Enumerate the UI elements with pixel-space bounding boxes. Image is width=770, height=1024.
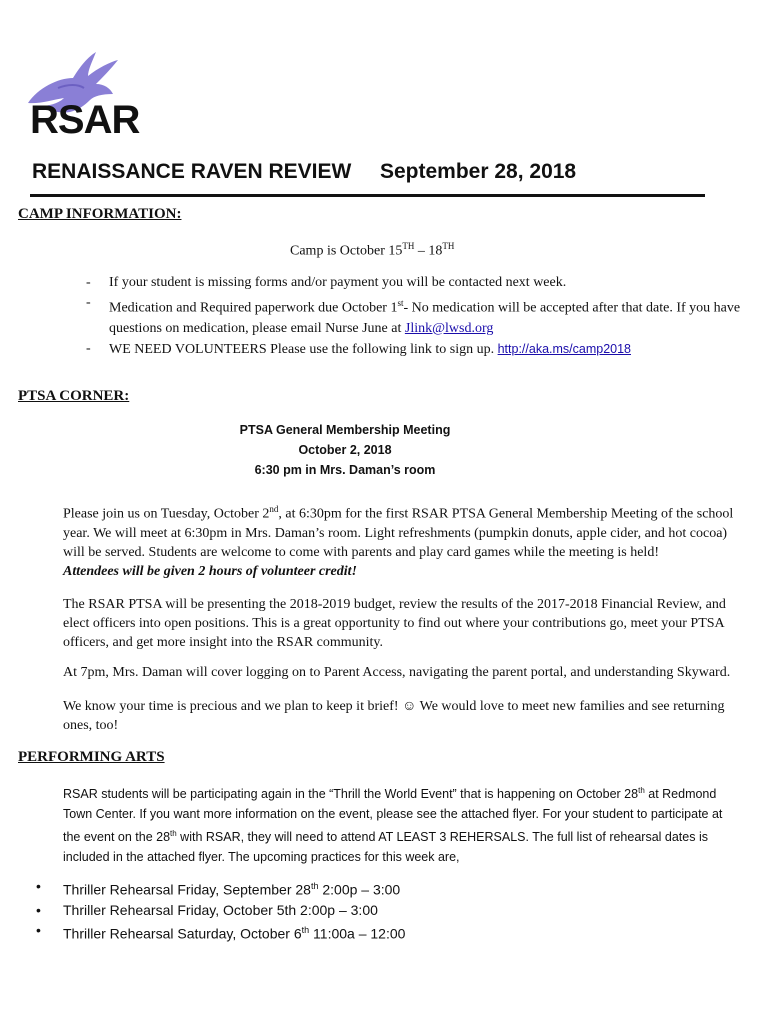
smiley-icon: ☺ [402,699,417,714]
list-item: • Thriller Rehearsal Friday, September 28th 2:00p – 3:00 [36,878,401,898]
camp-signup-link[interactable]: http://aka.ms/camp2018 [497,341,631,356]
camp-heading: CAMP INFORMATION: [18,206,182,222]
ptsa-paragraph-3: At 7pm, Mrs. Daman will cover logging on to Parent Access, navigating the parent portal, and understanding Skyward. [63,665,731,680]
meeting-date: October 2, 2018 [298,443,392,457]
ptsa-heading: PTSA CORNER: [18,388,130,404]
ptsa-paragraph-1: Please join us on Tuesday, October 2nd, at 6:30pm for the first RSAR PTSA General Membership Meeting of the school year. We will meet at 6:30pm in Mrs. Daman’s room. Light refreshments (pumpkin donuts, apple cider, and hot cocoa) will be served. Students are welcome to come with parents and play card games while the meeting is held! Attendees will be given 2 hours of volunteer credit! [63,504,734,579]
bullet-icon: • [36,901,41,918]
list-item: • Thriller Rehearsal Saturday, October 6th 11:00a – 12:00 [36,921,406,942]
ptsa-paragraph-2: The RSAR PTSA will be presenting the 2018-2019 budget, review the results of the 2017-2018 Financial Review, and elect officers into open positions. This is a great opportunity to find out where your contributions go, meet your PTSA officers, and get more insight into the RSAR community. [63,597,726,650]
arts-paragraph: RSAR students will be participating again in the “Thrill the World Event” that is happening on October 28th at Redmond Town Center. If you want more information on the event, please see the attached flyer. For your student to participate at the event on the 28th with RSAR, they will need to attend AT LEAST 3 REHERSALS. The full list of rehearsal dates is included in the attached flyer. The upcoming practices for this week are, [63,786,723,865]
newsletter-title: RENAISSANCE RAVEN REVIEW [32,160,352,183]
title-divider [30,194,705,197]
meeting-time: 6:30 pm in Mrs. Daman’s room [254,463,436,477]
bullet-icon: • [36,921,41,938]
logo-wordmark: RSAR [30,98,140,142]
camp-dates: Camp is October 15TH – 18TH [290,241,455,259]
rehearsal-list [36,876,405,943]
meeting-title: PTSA General Membership Meeting [239,423,451,437]
list-item: - If your student is missing forms and/or payment you will be contacted next week. [86,275,567,290]
ptsa-paragraph-4: We know your time is precious and we plan to keep it brief! ☺ We would love to meet new families and see returning ones, too! [63,699,725,733]
list-item: • Thriller Rehearsal Friday, October 5th 2:00p – 3:00 [36,901,378,918]
arts-heading: PERFORMING ARTS [18,749,165,765]
bullet-icon: • [36,878,41,894]
camp-list [86,273,746,360]
volunteer-credit-note: Attendees will be given 2 hours of volunteer credit! [63,563,357,579]
nurse-email-link[interactable]: Jlink@lwsd.org [404,320,494,336]
newsletter-date: September 28, 2018 [380,160,577,183]
list-item: - Medication and Required paperwork due October 1st- No medication will be accepted after that date. If you have questions on medication, please email Nurse June at Jlink@lwsd.org [86,295,741,336]
list-item: - WE NEED VOLUNTEERS Please use the following link to sign up. http://aka.ms/camp2018 [86,340,631,357]
